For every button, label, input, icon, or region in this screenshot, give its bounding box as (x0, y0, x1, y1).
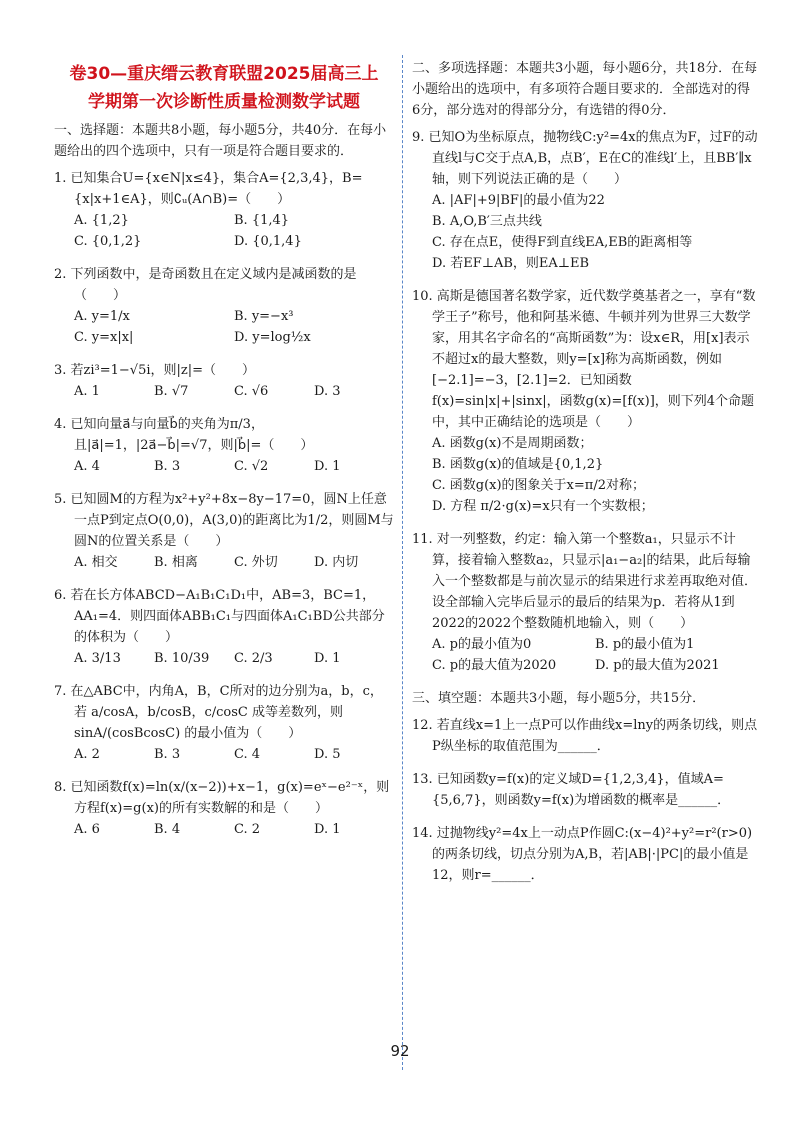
option-b: B. 3 (154, 747, 181, 762)
title-line-2: 学期第一次诊断性质量检测数学试题 (88, 92, 360, 112)
question-stem: 12. 若直线x=1上一点P可以作曲线x=lny的两条切线，则点P纵坐标的取值范围为______． (412, 718, 758, 754)
question-11 (412, 529, 758, 676)
options (54, 552, 394, 573)
option-c: C. 2 (234, 822, 261, 837)
option-b: B. p的最小值为1 (595, 637, 695, 652)
question-9 (412, 127, 758, 274)
option-b: B. A,O,B′三点共线 (432, 214, 542, 229)
option-c: C. √6 (234, 384, 269, 399)
question-stem: 2. 下列函数中，是奇函数且在定义域内是减函数的是（ ） (54, 267, 357, 303)
question-12 (412, 715, 758, 757)
option-c: C. p的最大值为2020 (432, 658, 557, 673)
option-d: D. {0,1,4} (234, 234, 302, 249)
option-c: C. {0,1,2} (74, 234, 142, 249)
title-line-1: 卷30—重庆缙云教育联盟2025届高三上 (69, 64, 379, 84)
option-c: C. 函数g(x)的图象关于x=π/2对称； (432, 478, 645, 493)
question-14 (412, 823, 758, 886)
option-d: D. 3 (314, 384, 341, 399)
options (412, 433, 758, 517)
option-b: B. 10/39 (154, 651, 210, 666)
question-stem: 13. 已知函数y=f(x)的定义域D={1,2,3,4}，值域A={5,6,7}，则函数y=f(x)为增函数的概率是______． (412, 772, 731, 808)
exam-title (54, 60, 394, 116)
option-b: B. y=−x³ (234, 309, 294, 324)
question-5 (54, 489, 394, 573)
column-divider (402, 55, 403, 1070)
options (54, 648, 394, 669)
question-10 (412, 286, 758, 517)
options (412, 634, 758, 676)
question-4 (54, 414, 394, 477)
question-13 (412, 769, 758, 811)
option-c: C. 2/3 (234, 651, 273, 666)
option-b: B. {1,4} (234, 213, 290, 228)
option-d: D. 若EF⊥AB，则EA⊥EB (432, 256, 590, 271)
option-c: C. y=x|x| (74, 330, 134, 345)
option-a: A. 3/13 (74, 651, 121, 666)
question-stem: 1. 已知集合U={x∈N|x≤4}，集合A={2,3,4}，B={x|x+1∈A}，则∁ᵤ(A∩B)=（ ） (54, 171, 363, 207)
option-c: C. 4 (234, 747, 261, 762)
question-stem: 6. 若在长方体ABCD−A₁B₁C₁D₁中，AB=3，BC=1，AA₁=4．则四面体ABB₁C₁与四面体A₁C₁BD公共部分的体积为（ ） (54, 588, 385, 645)
option-a: A. 相交 (74, 555, 118, 570)
option-a: A. y=1/x (74, 309, 130, 324)
section-single-choice-header: 一、选择题：本题共8小题，每小题5分，共40分．在每小题给出的四个选项中，只有一项是符合题目要求的． (54, 123, 387, 159)
question-8 (54, 777, 394, 840)
question-stem: 7. 在△ABC中，内角A，B，C所对的边分别为a，b，c，若 a/cosA，b/cosB，c/cosC 成等差数列，则 sinA/(cosBcosC) 的最小值为（ ） (54, 684, 383, 741)
option-a: A. 4 (74, 459, 100, 474)
option-d: D. 5 (314, 747, 341, 762)
question-stem: 3. 若zi³=1−√5i，则|z|=（ ） (54, 363, 256, 378)
option-d: D. y=log½x (234, 330, 311, 345)
section-fill-blank-header: 三、填空题：本题共3小题，每小题5分，共15分． (412, 691, 706, 706)
section-multi-choice-header: 二、多项选择题：本题共3小题，每小题6分，共18分．在每小题给出的选项中，有多项符合题目要求的．全部选对的得6分，部分选对的得部分分，有选错的得0分． (412, 61, 758, 118)
options (54, 456, 394, 477)
option-a: A. {1,2} (74, 213, 129, 228)
left-column (54, 58, 394, 852)
option-d: D. 1 (314, 651, 341, 666)
option-b: B. 相离 (154, 555, 198, 570)
question-stem: 10. 高斯是德国著名数学家，近代数学奠基者之一，享有“数学王子”称号，他和阿基米德、牛顿并列为世界三大数学家，用其名字命名的“高斯函数”为：设x∈R，用[x]表示不超过x的最大整数，则y=[x]称为高斯函数，例如[−2.1]=−3，[2.1]=2．已知函数f(x)=sin|x|+|sinx|，函数g(x)=[f(x)]，则下列4个命题中，其中正确结论的选项是（ ） (412, 289, 756, 430)
option-c: C. 存在点E，使得F到直线EA,EB的距离相等 (432, 235, 693, 250)
question-1 (54, 168, 394, 252)
option-b: B. 4 (154, 822, 181, 837)
option-b: B. 函数g(x)的值域是{0,1,2} (432, 457, 604, 472)
options (54, 210, 394, 252)
page-number: 92 (390, 1042, 410, 1060)
option-a: A. p的最小值为0 (432, 637, 532, 652)
question-stem: 4. 已知向量a⃗与向量b⃗的夹角为π/3，且|a⃗|=1，|2a⃗−b⃗|=√7，则|b⃗|=（ ） (54, 417, 314, 453)
question-stem: 14. 过抛物线y²=4x上一动点P作圆C:(x−4)²+y²=r²(r>0)的两条切线，切点分别为A,B，若|AB|·|PC|的最小值是12，则r=______． (412, 826, 753, 883)
options (54, 744, 394, 765)
option-b: B. 3 (154, 459, 181, 474)
question-stem: 5. 已知圆M的方程为x²+y²+8x−8y−17=0，圆N上任意一点P到定点O(0,0)，A(3,0)的距离比为1/2，则圆M与圆N的位置关系是（ ） (54, 492, 394, 549)
question-stem: 9. 已知O为坐标原点，抛物线C:y²=4x的焦点为F，过F的动直线l与C交于点A,B，点B′，E在C的准线l′上，且BB′∥x轴，则下列说法正确的是（ ） (412, 130, 758, 187)
question-7 (54, 681, 394, 765)
question-stem: 11. 对一列整数，约定：输入第一个整数a₁，只显示不计算，接着输入整数a₂，只显示|a₁−a₂|的结果，此后每输入一个整数都是与前次显示的结果进行求差再取绝对值．设全部输入完毕后显示的最后的结果为p．若将从1到2022的2022个整数随机地输入，则（ ） (412, 532, 758, 631)
option-a: A. 函数g(x)不是周期函数； (432, 436, 593, 451)
options (54, 819, 394, 840)
option-d: D. 1 (314, 459, 341, 474)
option-c: C. 外切 (234, 555, 278, 570)
option-a: A. 2 (74, 747, 100, 762)
question-stem: 8. 已知函数f(x)=ln(x/(x−2))+x−1，g(x)=eˣ−e²⁻ˣ，则方程f(x)=g(x)的所有实数解的和是（ ） (54, 780, 390, 816)
option-d: D. 内切 (314, 555, 359, 570)
option-c: C. √2 (234, 459, 269, 474)
question-3 (54, 360, 394, 402)
option-a: A. |AF|+9|BF|的最小值为22 (432, 193, 605, 208)
option-a: A. 6 (74, 822, 100, 837)
option-a: A. 1 (74, 384, 100, 399)
option-b: B. √7 (154, 384, 189, 399)
options (412, 190, 758, 274)
option-d: D. p的最大值为2021 (595, 658, 720, 673)
options (54, 306, 394, 348)
option-d: D. 1 (314, 822, 341, 837)
option-d: D. 方程 π/2·g(x)=x只有一个实数根； (432, 499, 654, 514)
question-6 (54, 585, 394, 669)
right-column (412, 58, 758, 898)
options (54, 381, 394, 402)
question-2 (54, 264, 394, 348)
